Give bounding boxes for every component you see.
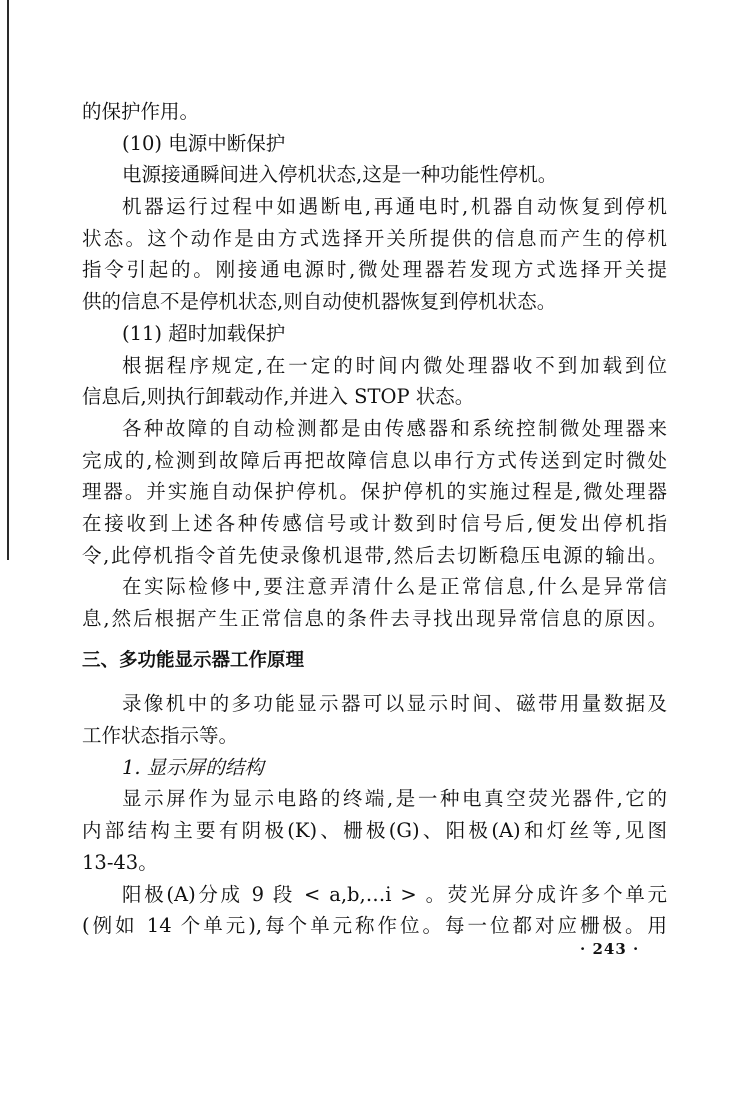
text-line: 在接收到上述各种传感信号或计数到时信号后,便发出停机指: [82, 511, 667, 535]
section-heading: 三、多功能显示器工作原理: [82, 649, 305, 671]
text-line: 内部结构主要有阴极(K)、栅极(G)、阳极(A)和灯丝等,见图: [82, 819, 667, 843]
text-line: 13-43。: [82, 850, 158, 874]
text-line: 阳极(A)分成 9 段 < a,b,…i > 。荧光屏分成许多个单元: [122, 882, 667, 906]
text-line: 机器运行过程中如遇断电,再通电时,机器自动恢复到停机: [122, 195, 667, 219]
text-line: 录像机中的多功能显示器可以显示时间、磁带用量数据及: [122, 692, 667, 716]
text-line: 工作状态指示等。: [82, 724, 239, 748]
subsection-title: (11) 超时加载保护: [122, 321, 286, 345]
page-edge-line: [7, 0, 9, 560]
page-number: · 243 ·: [580, 940, 640, 958]
text-line: 供的信息不是停机状态,则自动使机器恢复到停机状态。: [82, 290, 557, 314]
text-line: (例如 14 个单元),每个单元称作位。每一位都对应栅极。用: [82, 914, 667, 938]
document-page: [82, 96, 667, 942]
text-line: 在实际检修中,要注意弄清什么是正常信息,什么是异常信: [122, 575, 667, 599]
text-line: 息,然后根据产生正常信息的条件去寻找出现异常信息的原因。: [82, 607, 667, 630]
text-line: 理器。并实施自动保护停机。保护停机的实施过程是,微处理器: [82, 480, 667, 504]
text-line: 完成的,检测到故障后再把故障信息以串行方式传送到定时微处: [82, 448, 667, 472]
text-line: 令,此停机指令首先使录像机退带,然后去切断稳压电源的输出。: [82, 543, 667, 567]
text-line: 电源接通瞬间进入停机状态,这是一种功能性停机。: [122, 163, 558, 187]
text-line: 根据程序规定,在一定的时间内微处理器收不到加载到位: [122, 353, 667, 377]
text-line: 状态。这个动作是由方式选择开关所提供的信息而产生的停机: [82, 226, 667, 250]
text-line: 的保护作用。: [82, 100, 200, 123]
subsection-title: (10) 电源中断保护: [122, 131, 286, 155]
text-line: 各种故障的自动检测都是由传感器和系统控制微处理器来: [122, 416, 667, 440]
subsection-title: 1. 显示屏的结构: [122, 755, 264, 779]
text-line: 显示屏作为显示电路的终端,是一种电真空荧光器件,它的: [122, 787, 667, 811]
text-line: 指令引起的。刚接通电源时,微处理器若发现方式选择开关提: [82, 258, 667, 282]
text-line: 信息后,则执行卸载动作,并进入 STOP 状态。: [82, 385, 475, 409]
